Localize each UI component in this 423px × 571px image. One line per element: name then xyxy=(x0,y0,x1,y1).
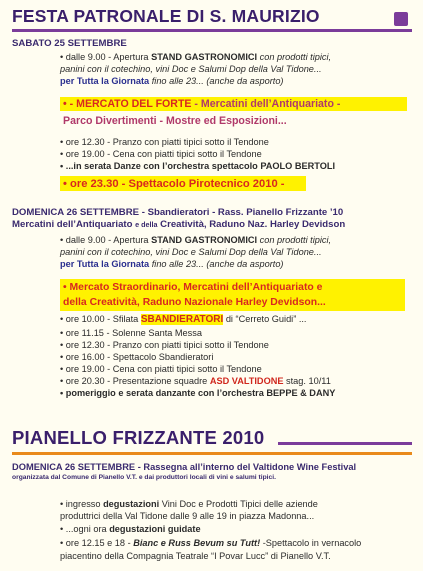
sun-stand-line-3 xyxy=(60,259,284,271)
sun-sfilata-suffix: di “Cerreto Guidi” ... xyxy=(223,314,307,324)
sunday-e-della: e della xyxy=(135,220,158,229)
sunday-title-1: DOMENICA 26 SETTEMBRE - Sbandieratori - Rass. Pianello Frizzante ’10 xyxy=(12,207,344,218)
pf-spettacolo-line-1 xyxy=(60,538,361,550)
pf-guidate: degustazioni guidate xyxy=(109,524,201,534)
sun-item-pranzo: • ore 12.30 - Pranzo con piatti tipici sotto il Tendone xyxy=(60,340,269,350)
pf-title xyxy=(12,461,356,473)
header-pianello-frizzante: PIANELLO FRIZZANTE 2010 xyxy=(12,427,265,448)
sun-squadre-prefix: • ore 20.30 - Presentazione squadre xyxy=(60,376,210,386)
pf-vini: Vini Doc e Prodotti Tipici delle aziende xyxy=(159,499,318,509)
sun-item-squadre xyxy=(60,376,331,388)
sun-until: fino alle 23... (anche da asporto) xyxy=(149,259,284,269)
sat-parco-text: Parco Divertimenti - Mostre ed Esposizioni... xyxy=(63,115,287,127)
sun-stand-line-2: panini con il cotechino, vini Doc e Salumi Dop della Val Tidone... xyxy=(60,247,322,257)
sat-stand-prefix: • dalle 9.00 - Apertura xyxy=(60,52,152,62)
sat-stand-suffix: con prodotti tipici, xyxy=(257,52,332,62)
sun-item-sfilata xyxy=(60,314,307,326)
sun-item-spettacolo: • ore 16.00 - Spettacolo Sbandieratori xyxy=(60,352,214,362)
sun-item-cena: • ore 19.00 - Cena con piatti tipici sotto il Tendone xyxy=(60,364,262,374)
header-festa-patronale: FESTA PATRONALE DI S. MAURIZIO xyxy=(12,6,320,26)
sun-asd: ASD VALTIDONE xyxy=(209,376,284,386)
header-underline xyxy=(12,29,412,32)
sat-stand-bold: STAND GASTRONOMICI xyxy=(151,52,258,62)
sat-mercato-bullet: • - xyxy=(63,98,77,110)
header2-underline xyxy=(278,442,412,445)
sun-stand-line-1 xyxy=(60,235,331,247)
header-end-marker xyxy=(394,12,408,26)
sun-squadre-suffix: stag. 10/11 xyxy=(283,376,331,386)
sat-item-danze xyxy=(60,161,335,173)
sat-stand-line-2: panini con il cotechino, vini Doc e Salumi Dop della Val Tidone... xyxy=(60,64,322,74)
pf-organizer-note: organizzata dal Comune di Pianello V.T. e dai produttori locali di vini e salumi tipici. xyxy=(12,474,276,481)
pf-ore: • ore 12.15 e 18 - xyxy=(60,538,134,548)
pf-guidate-line xyxy=(60,524,201,536)
pf-spettacolo-line-2: piacentino della Compagnia Teatrale “I Povar Lucc” di Pianello V.T. xyxy=(60,551,331,561)
sunday-mercatini: Mercatini dell’Antiquariato xyxy=(12,219,136,230)
sun-mercato-line-1: • Mercato Straordinario, Mercatini dell’Antiquariato e xyxy=(63,282,323,293)
sun-item-messa: • ore 11.15 - Solenne Santa Messa xyxy=(60,328,202,338)
pf-degustazioni-line-2: produttrici della Val Tidone dalle 9 alle 19 in piazza Madonna... xyxy=(60,511,315,521)
sat-stand-line-3 xyxy=(60,76,284,88)
pf-ogni-ora: • ...ogni ora xyxy=(60,524,110,534)
sat-stand-line-1 xyxy=(60,52,331,64)
sat-danze-orchestra: PAOLO BERTOLI xyxy=(260,161,336,171)
sat-item-cena: • ore 19.00 - Cena con piatti tipici sotto il Tendone xyxy=(60,149,262,159)
sun-stand-bold: STAND GASTRONOMICI xyxy=(151,235,258,245)
sat-parco-line xyxy=(63,115,287,128)
sun-sfilata-prefix: • ore 10.00 - Sfilata xyxy=(60,314,141,324)
pf-degustazioni: degustazioni xyxy=(103,499,160,509)
header2-orange-rule xyxy=(12,452,412,455)
sun-stand-prefix: • dalle 9.00 - Apertura xyxy=(60,235,152,245)
sun-mercato-line-2: della Creatività, Raduno Nazionale Harley Devidson... xyxy=(63,297,326,308)
sat-until: fino alle 23... (anche da asporto) xyxy=(149,76,284,86)
sun-serata-text: • pomeriggio e serata danzante con l’orchestra xyxy=(60,388,267,398)
pf-vernacolo: -Spettacolo in vernacolo xyxy=(260,538,362,548)
sat-mercato-forte: MERCATO DEL FORTE xyxy=(76,98,192,110)
sat-danze-text: • ...in serata Danze con l’orchestra spettacolo xyxy=(60,161,261,171)
saturday-title: SABATO 25 SETTEMBRE xyxy=(12,38,127,49)
sat-all-day: per Tutta la Giornata xyxy=(60,76,150,86)
sun-serata-orchestra: BEPPE & DANY xyxy=(266,388,336,398)
sat-item-pranzo: • ore 12.30 - Pranzo con piatti tipici sotto il Tendone xyxy=(60,137,269,147)
pf-title-text: DOMENICA 26 SETTEMBRE - Rassegna all’interno del Valtidone Wine Festival xyxy=(12,462,357,472)
pf-bianc-e-russ: Bianc e Russ Bevum su Tutt! xyxy=(133,538,261,548)
pf-ingresso: • ingresso xyxy=(60,499,104,509)
pf-degustazioni-line-1 xyxy=(60,499,318,511)
sunday-creativita: Creatività, Raduno Naz. Harley Devidson xyxy=(157,219,346,230)
sunday-title-2 xyxy=(12,219,345,231)
sun-all-day: per Tutta la Giornata xyxy=(60,259,150,269)
sun-sbandieratori: SBANDIERATORI xyxy=(140,314,224,325)
sat-fireworks: • ore 23.30 - Spettacolo Pirotecnico 2010 - xyxy=(63,178,285,190)
sun-item-serata xyxy=(60,388,335,400)
sat-mercato-desc: - Mercatini dell’Antiquariato - xyxy=(191,98,341,110)
sun-stand-suffix: con prodotti tipici, xyxy=(257,235,332,245)
sat-mercato-line xyxy=(63,98,340,111)
